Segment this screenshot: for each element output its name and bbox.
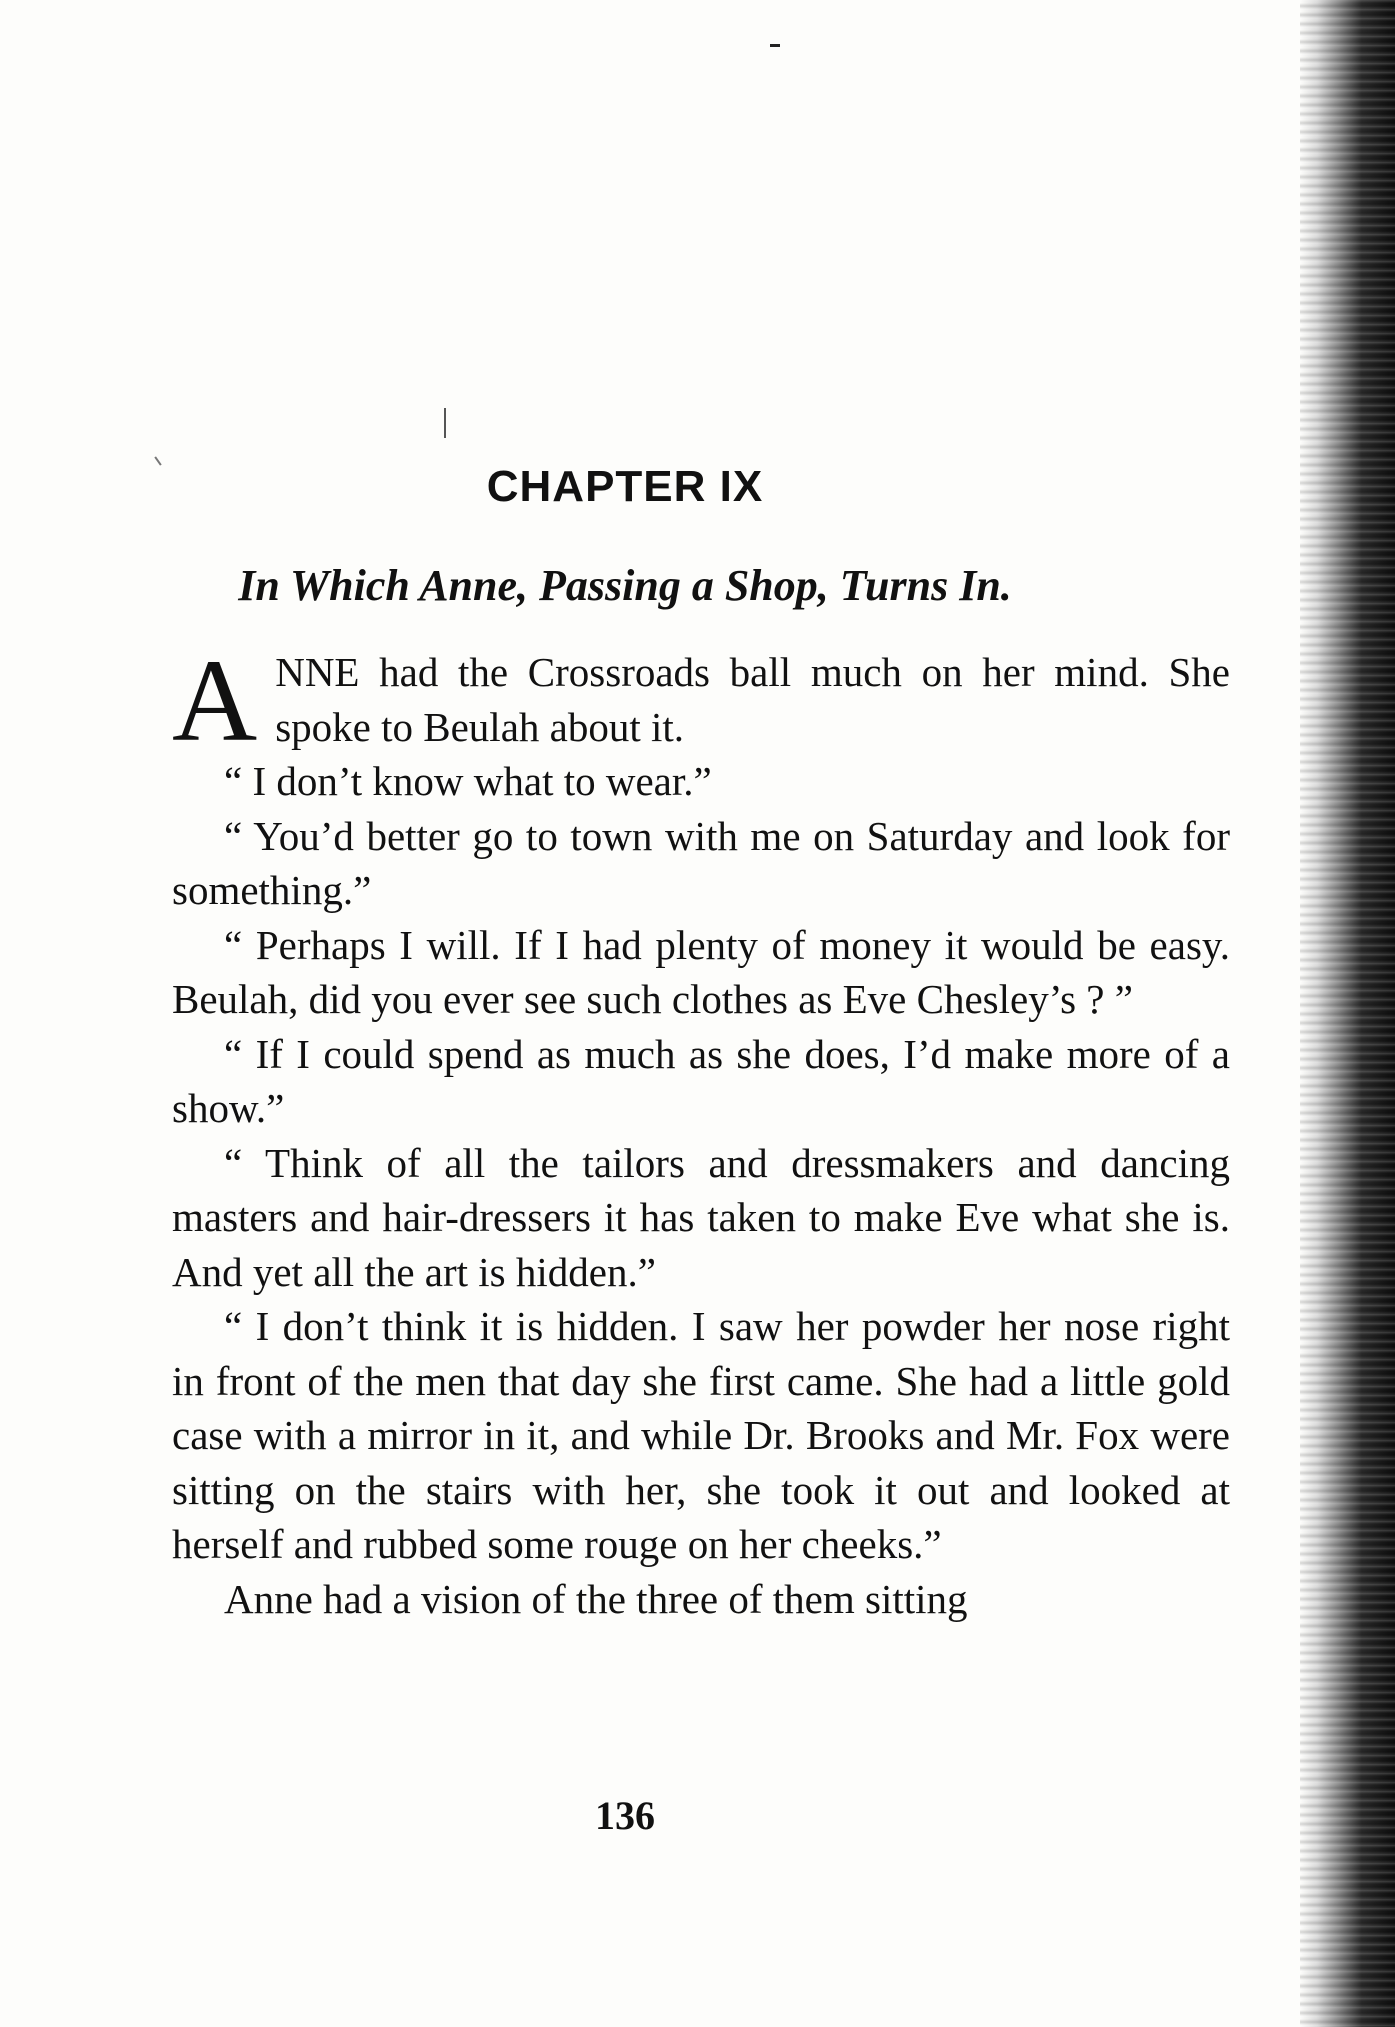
chapter-title: CHAPTER IX: [486, 462, 764, 511]
chapter-body: [172, 635, 1230, 1626]
paragraph: “ I don’t think it is hidden. I saw her powder her nose right in front of the men that day she first came. She had a little gold case with a mirror in it, and while Dr. Brooks and Mr. Fox were sitting on the stairs with her, she took it out and looked at herself and rubbed some rouge on her cheeks.”: [172, 1303, 1230, 1567]
scan-speck: [770, 44, 780, 47]
chapter-subtitle: In Which Anne, Passing a Shop, Turns In.: [238, 561, 1012, 610]
paragraph: “ I don’t know what to wear.”: [224, 758, 712, 804]
paragraph: Anne had a vision of the three of them sitting: [224, 1575, 968, 1622]
paragraph: “ Think of all the tailors and dressmakers and dancing masters and hair-dressers it has taken to make Eve what she is. And yet all the art is hidden.”: [172, 1139, 1230, 1295]
drop-cap: A: [172, 635, 258, 766]
scan-speck: [444, 408, 446, 438]
page-number: 136: [595, 1793, 655, 1838]
page-binding-shadow: [1300, 0, 1395, 2027]
paragraph: “ You’d better go to town with me on Saturday and look for something.”: [172, 812, 1230, 913]
paragraph: “ Perhaps I will. If I had plenty of money it would be easy. Beulah, did you ever see such clothes as Eve Chesley’s ? ”: [172, 921, 1230, 1022]
paragraph-text: NNE had the Crossroads ball much on her mind. She spoke to Beulah about it.: [275, 649, 1230, 750]
paragraph: “ If I could spend as much as she does, I’d make more of a show.”: [172, 1030, 1230, 1131]
paragraph-opening: [172, 635, 1230, 766]
